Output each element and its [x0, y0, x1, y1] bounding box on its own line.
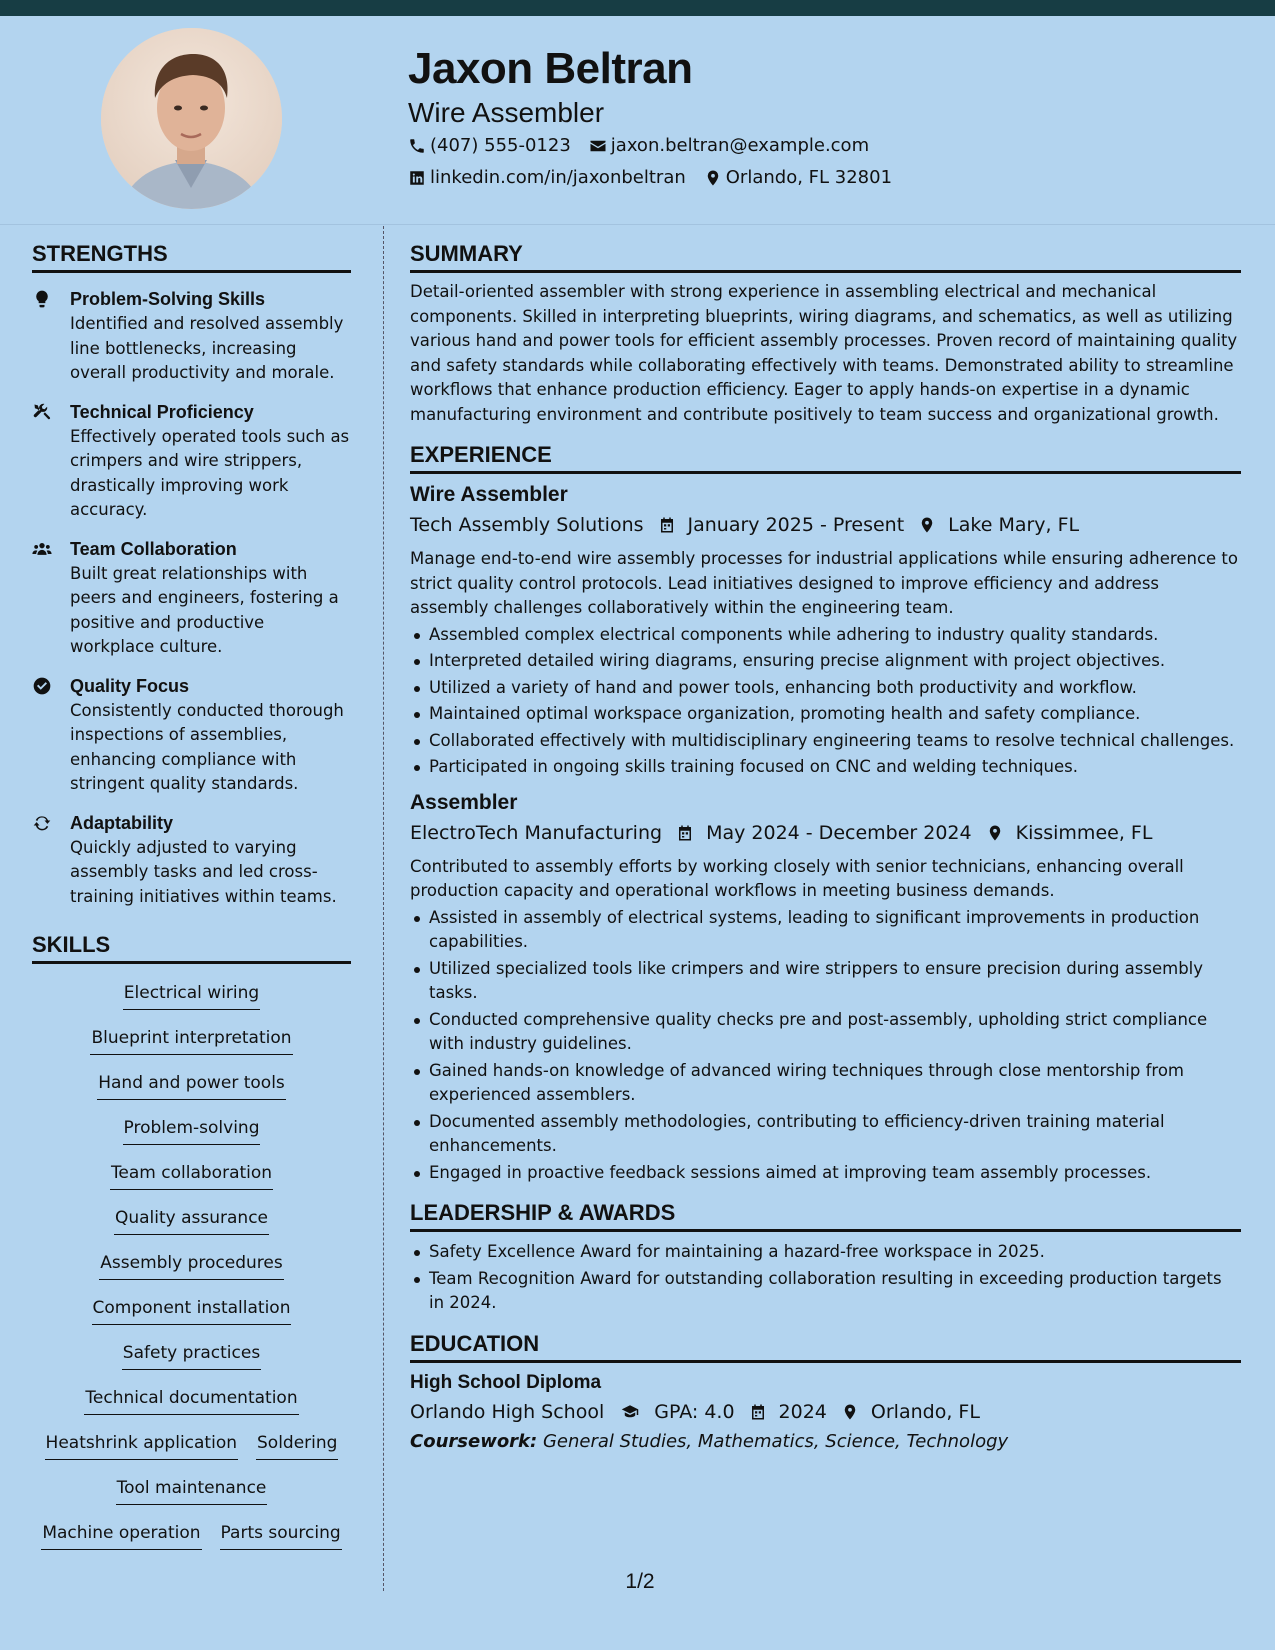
list-item: Conducted comprehensive quality checks pre and post-assembly, upholding strict compliance with industry guidelines. — [410, 1008, 1241, 1057]
job-title: Wire Assembler — [410, 483, 568, 506]
skills-list — [32, 974, 351, 1559]
dates-text: May 2024 - December 2024 — [706, 821, 972, 844]
degree: High School Diploma — [410, 1371, 602, 1393]
column-divider — [383, 226, 384, 1591]
strength-title: Technical Proficiency — [70, 401, 254, 422]
awards-title: LEADERSHIP & AWARDS — [410, 1199, 1241, 1232]
job-meta — [410, 818, 1241, 848]
skill-tag: Component installation — [92, 1295, 292, 1325]
left-column — [32, 240, 351, 1559]
skill-tag: Assembly procedures — [99, 1250, 283, 1280]
check-circle-icon — [32, 676, 52, 696]
school — [410, 1397, 604, 1427]
strength-title: Problem-Solving Skills — [70, 289, 266, 309]
list-item: Utilized a variety of hand and power tools, enhancing both productivity and workflow. — [410, 676, 1241, 701]
year-text: 2024 — [778, 1400, 827, 1423]
list-item: Gained hands-on knowledge of advanced wiring techniques through close mentorship from experienced assemblers. — [410, 1059, 1241, 1108]
list-item: Engaged in proactive feedback sessions aimed at improving team assembly processes. — [410, 1161, 1241, 1186]
linkedin-icon — [408, 169, 426, 187]
awards-list — [410, 1240, 1241, 1316]
location-text: Orlando, FL 32801 — [725, 167, 893, 188]
map-pin-icon — [986, 824, 1004, 842]
map-pin-icon — [841, 1403, 859, 1421]
skill-tag: Blueprint interpretation — [90, 1025, 292, 1055]
job-bullets — [410, 623, 1241, 780]
email[interactable] — [589, 130, 869, 162]
skill-tag: Hand and power tools — [97, 1070, 286, 1100]
coursework-text: General Studies, Mathematics, Science, Technology — [542, 1430, 1009, 1452]
strength-title: Team Collaboration — [70, 538, 237, 559]
job-location — [918, 510, 1079, 540]
strength-desc: Quickly adjusted to varying assembly tasks and led cross-training initiatives within teams. — [70, 837, 337, 906]
list-item: Utilized specialized tools like crimpers and wire strippers to ensure precision during assembly tasks. — [410, 957, 1241, 1006]
candidate-name: Jaxon Beltran — [408, 44, 693, 93]
list-item: Participated in ongoing skills training focused on CNC and welding techniques. — [410, 755, 1241, 780]
job-description: Contributed to assembly efforts by working closely with senior technicians, enhancing overall production capacity and operational workflows in meeting business demands. — [410, 856, 1184, 900]
company-text: ElectroTech Manufacturing — [410, 821, 663, 844]
lightbulb-icon — [32, 289, 52, 309]
strength-desc: Effectively operated tools such as crimpers and wire strippers, drastically improving work accuracy. — [70, 426, 350, 519]
gpa-text: GPA: 4.0 — [654, 1400, 735, 1423]
linkedin-text: linkedin.com/in/jaxonbeltran — [430, 167, 686, 188]
experience-title: EXPERIENCE — [410, 441, 1241, 474]
gpa — [618, 1397, 734, 1427]
location-text: Kissimmee, FL — [1015, 821, 1153, 844]
education-year — [749, 1397, 827, 1427]
contact-row-1 — [408, 130, 910, 162]
location-text: Lake Mary, FL — [948, 514, 1080, 536]
right-column — [410, 240, 1241, 1457]
skill-tag: Heatshrink application — [45, 1430, 238, 1460]
location — [704, 162, 892, 194]
skill-tag: Parts sourcing — [220, 1520, 342, 1550]
top-bar — [0, 0, 1275, 16]
skill-tag: Electrical wiring — [123, 980, 260, 1010]
job-meta — [410, 510, 1241, 540]
list-item: Assisted in assembly of electrical systems, leading to significant improvements in production capabilities. — [410, 906, 1241, 955]
summary-title: SUMMARY — [410, 240, 1241, 273]
strength-item — [32, 536, 351, 660]
calendar-icon — [658, 516, 676, 534]
skills-title: SKILLS — [32, 931, 351, 964]
education-location — [841, 1397, 980, 1427]
skill-tag: Team collaboration — [110, 1160, 273, 1190]
location-text: Orlando, FL — [870, 1400, 980, 1423]
graduation-cap-icon — [618, 1403, 642, 1421]
job-description: Manage end-to-end wire assembly processes for industrial applications while ensuring adherence to strict quality control protocols. Lead initiatives designed to improve efficiency and address assembly challenges collaboratively within the engineering team. — [410, 549, 1238, 617]
coursework-label: Coursework: — [410, 1430, 538, 1452]
skill-tag: Problem-solving — [123, 1115, 261, 1145]
profile-photo — [101, 28, 282, 209]
header-divider — [0, 224, 1275, 225]
strength-title: Adaptability — [70, 812, 174, 833]
strengths-title: STRENGTHS — [32, 240, 351, 273]
email-icon — [589, 137, 607, 155]
job-title: Assembler — [410, 790, 518, 814]
job-dates — [676, 818, 972, 848]
job-entry — [410, 480, 1241, 780]
school-text: Orlando High School — [410, 1400, 605, 1423]
list-item: Documented assembly methodologies, contributing to efficiency-driven training material enhancements. — [410, 1110, 1241, 1159]
education-meta — [410, 1397, 1241, 1427]
job-bullets — [410, 906, 1241, 1186]
skill-tag: Soldering — [256, 1430, 338, 1460]
skill-tag: Machine operation — [41, 1520, 201, 1550]
phone-icon — [408, 137, 426, 155]
list-item: Safety Excellence Award for maintaining a hazard-free workspace in 2025. — [410, 1240, 1241, 1265]
summary-text: Detail-oriented assembler with strong experience in assembling electrical and mechanical components. Skilled in interpreting blueprints, wiring diagrams, and schematics, as well as utilizing various hand and power tools for efficient assembly processes. Proven record of maintaining quality and safety standards while collaborating effectively with teams. Demonstrated ability to streamline workflows that enhance production efficiency. Eager to apply hands-on expertise in a dynamic manufacturing environment and contribute positively to team success and organizational growth. — [410, 282, 1238, 424]
skill-tag: Tool maintenance — [116, 1475, 268, 1505]
calendar-icon — [749, 1403, 767, 1421]
education-title: EDUCATION — [410, 1330, 1241, 1363]
phone-text: (407) 555-0123 — [430, 135, 571, 156]
candidate-title: Wire Assembler — [408, 97, 605, 128]
strength-item — [32, 810, 351, 910]
calendar-icon — [676, 824, 694, 842]
email-text: jaxon.beltran@example.com — [610, 135, 870, 156]
job-location — [986, 818, 1153, 848]
strength-item — [32, 399, 351, 523]
page-number: 1/2 — [625, 1570, 655, 1593]
list-item: Maintained optimal workspace organization, promoting health and safety compliance. — [410, 702, 1241, 727]
map-pin-icon — [704, 169, 722, 187]
users-icon — [32, 539, 52, 559]
dates-text: January 2025 - Present — [687, 514, 905, 536]
job-dates — [658, 510, 905, 540]
strength-title: Quality Focus — [70, 675, 190, 696]
list-item: Team Recognition Award for outstanding collaboration resulting in exceeding production targets in 2024. — [410, 1267, 1241, 1316]
header — [408, 40, 910, 194]
skill-tag: Technical documentation — [84, 1385, 298, 1415]
job-company — [410, 510, 644, 540]
job-entry — [410, 788, 1241, 1186]
sync-icon — [32, 813, 52, 833]
strength-item — [32, 286, 351, 386]
job-company — [410, 818, 662, 848]
list-item: Interpreted detailed wiring diagrams, ensuring precise alignment with project objectives. — [410, 649, 1241, 674]
skill-tag: Quality assurance — [114, 1205, 269, 1235]
coursework — [410, 1427, 1241, 1457]
list-item: Collaborated effectively with multidisciplinary engineering teams to resolve technical challenges. — [410, 729, 1241, 754]
linkedin[interactable] — [408, 162, 686, 194]
strength-desc: Consistently conducted thorough inspections of assemblies, enhancing compliance with stringent quality standards. — [70, 700, 344, 793]
phone[interactable] — [408, 130, 571, 162]
skill-tag: Safety practices — [122, 1340, 261, 1370]
map-pin-icon — [918, 516, 936, 534]
list-item: Assembled complex electrical components while adhering to industry quality standards. — [410, 623, 1241, 648]
strength-item — [32, 673, 351, 797]
tools-icon — [32, 402, 52, 422]
strength-desc: Identified and resolved assembly line bottlenecks, increasing overall productivity and morale. — [70, 314, 344, 382]
strength-desc: Built great relationships with peers and engineers, fostering a positive and productive workplace culture. — [70, 563, 339, 656]
company-text: Tech Assembly Solutions — [410, 514, 644, 536]
contact-row-2 — [408, 162, 910, 194]
